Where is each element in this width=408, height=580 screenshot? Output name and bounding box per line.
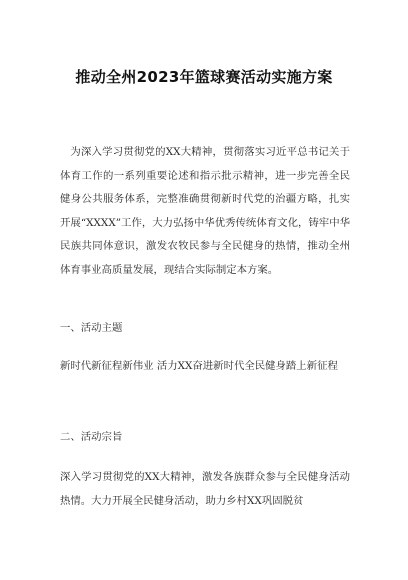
theme-paragraph: 新时代新征程新伟业 活力XX奋进新时代全民健身踏上新征程 bbox=[60, 360, 338, 372]
section-heading-purpose: 二、活动宗旨 bbox=[60, 431, 123, 443]
intro-paragraph: 为深入学习贯彻党的XX大精神，贯彻落实习近平总书记关于体育工作的一系列重要论述和指示批示精神，进一步完善全民健身公共服务体系，完整准确贯彻新时代党的治疆方略，扎实开展“XXXX”工作，大力弘扬中华优秀传统体育文化，铸牢中华民族共同体意识，激发农牧民参与全民健身的热情，推动全州体育事业高质量发展，现结合实际制定本方案。 bbox=[60, 146, 350, 276]
section-heading-theme: 一、活动主题 bbox=[60, 322, 123, 334]
purpose-paragraph: 深入学习贯彻党的XX大精神，激发各族群众参与全民健身活动热情。大力开展全民健身活动，助力乡村XX巩固脱贫 bbox=[60, 471, 350, 507]
document-title: 推动全州2023年篮球赛活动实施方案 bbox=[75, 68, 333, 86]
